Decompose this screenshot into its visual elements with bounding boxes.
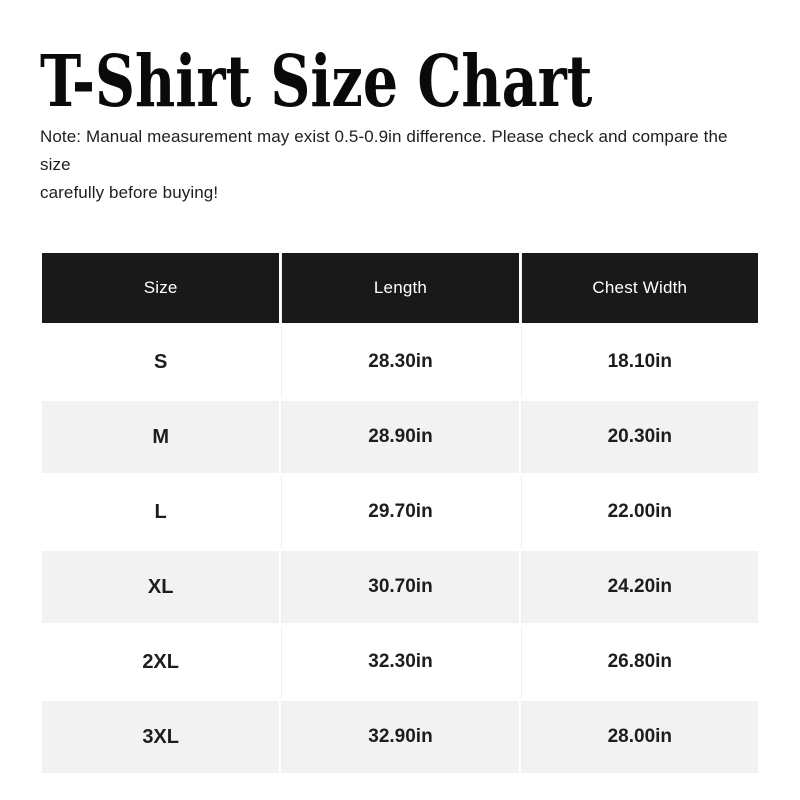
length-cell: 28.30in: [281, 326, 518, 398]
chest-width-cell: 22.00in: [521, 476, 758, 548]
table-header-row: [42, 253, 758, 323]
table-row: [42, 701, 758, 773]
header-cell-chest-width: Chest Width: [521, 253, 758, 323]
table-row: [42, 326, 758, 398]
chest-width-cell: 18.10in: [521, 326, 758, 398]
length-cell: 29.70in: [281, 476, 518, 548]
size-cell: M: [42, 401, 279, 473]
size-chart-table: [40, 250, 760, 776]
chest-width-cell: 20.30in: [521, 401, 758, 473]
length-cell: 30.70in: [281, 551, 518, 623]
header-cell-length: Length: [281, 253, 518, 323]
chest-width-cell: 28.00in: [521, 701, 758, 773]
table-row: [42, 551, 758, 623]
table-row: [42, 476, 758, 548]
note-line-1: Note: Manual measurement may exist 0.5-0.9in difference. Please check and compare the size: [40, 127, 728, 175]
size-cell: 3XL: [42, 701, 279, 773]
length-cell: 32.90in: [281, 701, 518, 773]
size-cell: XL: [42, 551, 279, 623]
size-cell: L: [42, 476, 279, 548]
size-cell: 2XL: [42, 626, 279, 698]
header-cell-size: Size: [42, 253, 279, 323]
page-title: T-Shirt Size Chart: [40, 39, 593, 123]
note-line-2: carefully before buying!: [40, 183, 219, 203]
note-text: [40, 123, 760, 207]
table-row: [42, 626, 758, 698]
size-chart-page: [0, 39, 800, 800]
size-cell: S: [42, 326, 279, 398]
chest-width-cell: 26.80in: [521, 626, 758, 698]
length-cell: 28.90in: [281, 401, 518, 473]
length-cell: 32.30in: [281, 626, 518, 698]
chest-width-cell: 24.20in: [521, 551, 758, 623]
table-row: [42, 401, 758, 473]
